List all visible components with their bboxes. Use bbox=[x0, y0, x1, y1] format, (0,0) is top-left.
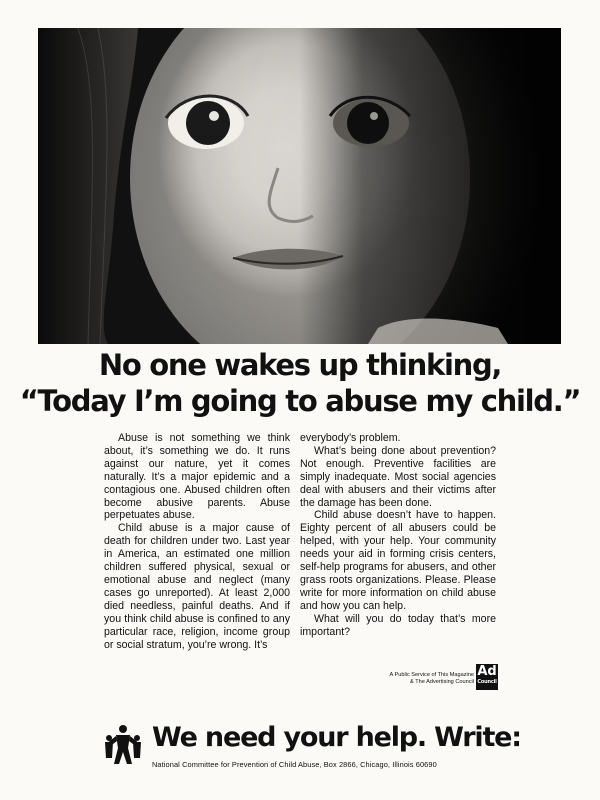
credit-line-2: & The Advertising Council bbox=[410, 679, 474, 685]
body-left-column bbox=[104, 432, 290, 651]
body-continuation: everybody’s problem. bbox=[300, 432, 401, 444]
body-paragraph: What’s being done about prevention? Not enough. Preventive facilities are simply inadequate. Most social agencies deal with abusers and their victims after the damage has been done. bbox=[300, 444, 496, 509]
body-right-column bbox=[300, 432, 496, 639]
headline-line-1: No one wakes up thinking, bbox=[98, 348, 502, 382]
child-portrait-photo bbox=[38, 28, 561, 344]
headline-line-2: “Today I’m going to abuse my child.” bbox=[19, 384, 581, 418]
mailing-address: National Committee for Prevention of Child Abuse, Box 2866, Chicago, Illinois 60690 bbox=[152, 760, 437, 769]
ad-council-logo bbox=[476, 664, 498, 690]
credit-line-1: A Public Service of This Magazine bbox=[389, 672, 474, 678]
body-paragraph: Child abuse is a major cause of death for children under two. Last year in America, an estimated one million children suffered physical, sexual or emotional abuse and neglect (many cases go unreported). At least 2,000 died needless, painful deaths. And if you think child abuse is confined to any particular race, religion, income group or social stratum, you’re wrong. It’s bbox=[104, 522, 290, 651]
call-to-action: We need your help. Write: bbox=[152, 722, 521, 753]
child-face-illustration bbox=[38, 28, 561, 344]
body-paragraph: Child abuse doesn’t have to happen. Eighty percent of all abusers could be helped, with your help. Your community needs your aid in forming crisis centers, self-help programs for abusers, and other grass roots organizations. Please. Please write for more information on child abuse and how you can help. bbox=[300, 509, 496, 612]
body-paragraph: What will you do today that’s more important? bbox=[300, 612, 496, 638]
ad-logo-council: Council bbox=[477, 679, 497, 685]
body-paragraph: Abuse is not something we think about, it’s something we do. It runs against our nature, yet it comes naturally. It’s a major epidemic and a contagious one. Abused children often become abusive parents. Abuse perpetuates abuse. bbox=[104, 432, 290, 522]
children-figures-logo-icon bbox=[104, 724, 142, 766]
public-service-credit bbox=[356, 672, 474, 686]
ad-logo-text: Ad bbox=[477, 664, 497, 679]
